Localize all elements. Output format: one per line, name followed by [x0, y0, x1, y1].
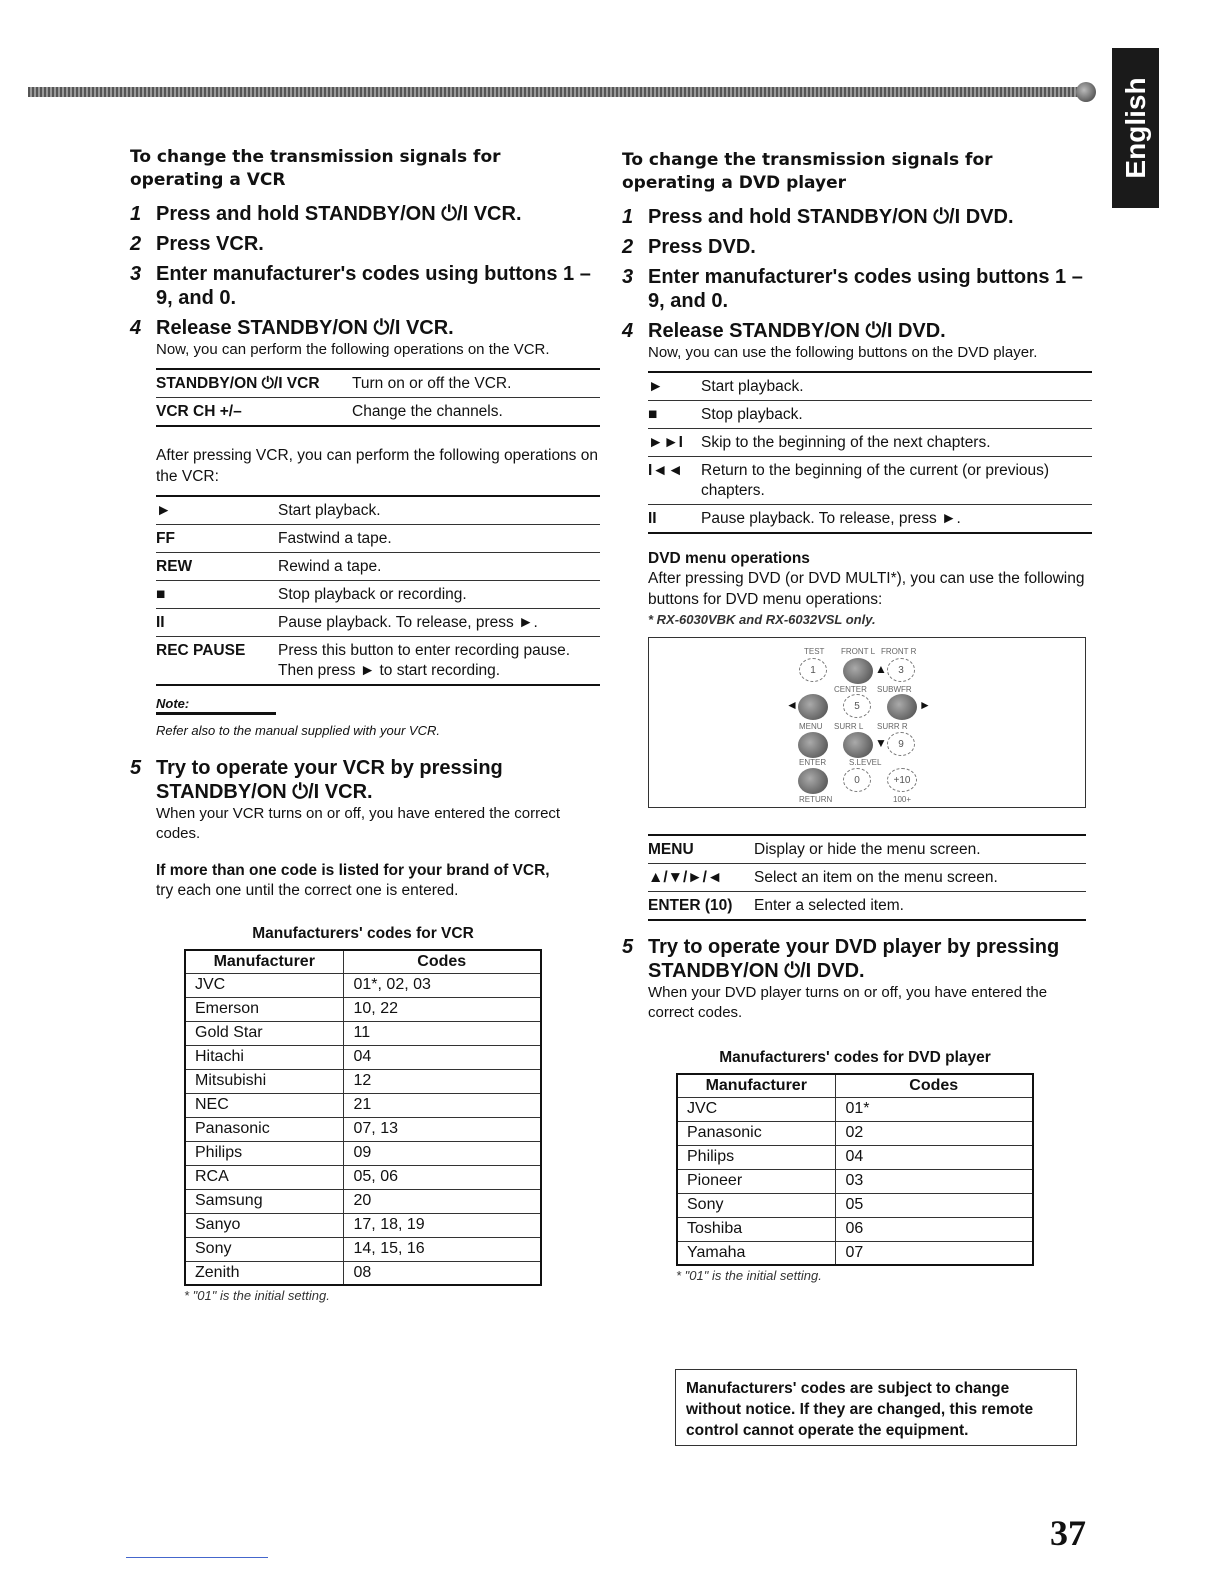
dvd-menu-heading: DVD menu operations — [648, 550, 810, 567]
remote-control-illustration — [648, 637, 1086, 808]
remote-label-front-l: FRONT L — [841, 647, 876, 656]
remote-label-surr-r: SURR R — [877, 722, 908, 731]
vcr-step-5: 5 Try to operate your VCR by pressing STANDBY/ON ⏻/I VCR. — [130, 757, 503, 803]
vcr-section — [130, 146, 600, 1303]
table-row: Sony 14, 15, 16 — [185, 1237, 541, 1261]
dvd-step-5-desc: When your DVD player turns on or off, you have entered the correct codes. — [648, 984, 1048, 1021]
remote-button-5: 5 — [843, 694, 871, 718]
dvd-menu-models-note: * RX-6030VBK and RX-6032VSL only. — [648, 612, 876, 627]
left-arrow-icon: ◄ — [786, 698, 798, 712]
remote-button-surr-l — [843, 732, 873, 758]
dvd-step-4-desc: Now, you can use the following buttons on the DVD player. — [648, 344, 1038, 361]
remote-label-return: RETURN — [799, 795, 833, 804]
remote-label-s-level: S.LEVEL — [849, 758, 882, 767]
language-tab-label: English — [1119, 77, 1151, 179]
right-arrow-icon: ► — [919, 698, 931, 712]
table-row: ■ Stop playback. — [648, 401, 1092, 429]
remote-button-3: 3 — [887, 658, 915, 682]
table-row: Zenith 08 — [185, 1261, 541, 1285]
table-row: ▲/▼/►/◄ Select an item on the menu screen. — [648, 864, 1086, 892]
table-row: RCA 05, 06 — [185, 1165, 541, 1189]
remote-label-enter: ENTER — [799, 758, 827, 767]
remote-label-test: TEST — [804, 647, 825, 656]
remote-button-front-l — [843, 658, 873, 684]
page-number: 37 — [1050, 1513, 1086, 1553]
down-arrow-icon: ▼ — [875, 736, 887, 750]
vcr-heading: To change the transmission signals for operating a VCR — [130, 147, 501, 190]
vcr-step-4: 4 Release STANDBY/ON ⏻/I VCR. — [130, 317, 454, 339]
remote-label-100-plus: 100+ — [893, 795, 912, 804]
dvd-step-5: 5 Try to operate your DVD player by pressing STANDBY/ON ⏻/I DVD. — [622, 936, 1060, 982]
remote-label-front-r: FRONT R — [881, 647, 917, 656]
table-row: Panasonic 07, 13 — [185, 1117, 541, 1141]
table-row: I◄◄ Return to the beginning of the current (or previous) chapters. — [648, 457, 1092, 505]
table-row: ►►I Skip to the beginning of the next chapters. — [648, 429, 1092, 457]
note-underline — [156, 712, 276, 715]
table-row: FF Fastwind a tape. — [156, 525, 600, 553]
dvd-heading: To change the transmission signals for operating a DVD player — [622, 150, 993, 193]
vcr-steps — [130, 202, 600, 360]
table-row: STANDBY/ON ⏻/I VCR Turn on or off the VCR. — [156, 369, 600, 398]
table-row: Yamaha 07 — [677, 1241, 1033, 1265]
dvd-step-4: 4 Release STANDBY/ON ⏻/I DVD. — [622, 320, 946, 342]
language-tab — [1112, 48, 1159, 208]
dvd-menu-operations — [648, 550, 1092, 627]
header-dotted-rule — [28, 87, 1088, 97]
dvd-ops-table-1 — [648, 371, 1092, 534]
vcr-codes-table — [184, 949, 542, 1286]
vcr-step-3: 3 Enter manufacturer's codes using buttons 1 – 9, and 0. — [130, 263, 591, 309]
table-row: VCR CH +/– Change the channels. — [156, 398, 600, 427]
dvd-codes-table — [676, 1073, 1034, 1266]
remote-button-plus10: +10 — [887, 768, 917, 792]
remote-button-menu — [798, 694, 828, 720]
bottom-rule — [126, 1557, 268, 1558]
table-row: Toshiba 06 — [677, 1217, 1033, 1241]
table-row: Sony 05 — [677, 1193, 1033, 1217]
remote-button-0: 0 — [843, 768, 871, 792]
vcr-after-pressing: After pressing VCR, you can perform the following operations on the VCR: — [156, 447, 598, 485]
dvd-step-1: 1 Press and hold STANDBY/ON ⏻/I DVD. — [622, 206, 1014, 228]
table-row: II Pause playback. To release, press ►. — [648, 505, 1092, 534]
remote-button-return — [798, 768, 828, 794]
header-rule-end-dot — [1076, 82, 1096, 102]
vcr-step-4-desc: Now, you can perform the following operations on the VCR. — [156, 341, 550, 358]
table-row: Pioneer 03 — [677, 1169, 1033, 1193]
vcr-codes-title: Manufacturers' codes for VCR — [252, 925, 474, 942]
vcr-ops-table-2 — [156, 495, 600, 686]
table-row: JVC 01*, 02, 03 — [185, 973, 541, 997]
vcr-footnote: * "01" is the initial setting. — [184, 1288, 330, 1303]
remote-button-1: 1 — [799, 658, 827, 682]
table-row: Philips 09 — [185, 1141, 541, 1165]
vcr-ops-table-1 — [156, 368, 600, 427]
remote-label-menu: MENU — [799, 722, 823, 731]
remote-button-enter — [798, 732, 828, 758]
dvd-step-3: 3 Enter manufacturer's codes using buttons 1 – 9, and 0. — [622, 266, 1083, 312]
dvd-footnote: * "01" is the initial setting. — [676, 1268, 822, 1283]
table-row: Gold Star 11 — [185, 1021, 541, 1045]
dvd-section — [622, 149, 1092, 1283]
table-row: Mitsubishi 12 — [185, 1069, 541, 1093]
table-row: ► Start playback. — [156, 496, 600, 525]
table-row: ENTER (10) Enter a selected item. — [648, 892, 1086, 921]
table-header-row: Manufacturer Codes — [677, 1074, 1033, 1097]
vcr-step-1: 1 Press and hold STANDBY/ON ⏻/I VCR. — [130, 203, 522, 225]
table-row: REC PAUSE Press this button to enter recording pause. Then press ► to start recording. — [156, 637, 600, 686]
remote-button-9: 9 — [887, 732, 915, 756]
table-row: II Pause playback. To release, press ►. — [156, 609, 600, 637]
table-row: Panasonic 02 — [677, 1121, 1033, 1145]
table-header-row: Manufacturer Codes — [185, 950, 541, 973]
remote-label-center: CENTER — [834, 685, 867, 694]
table-row: Emerson 10, 22 — [185, 997, 541, 1021]
dvd-menu-desc: After pressing DVD (or DVD MULTI*), you can use the following buttons for DVD menu operations: — [648, 570, 1085, 608]
dvd-codes-title: Manufacturers' codes for DVD player — [719, 1049, 991, 1066]
dvd-step-2: 2 Press DVD. — [622, 236, 756, 258]
table-row: ► Start playback. — [648, 372, 1092, 401]
remote-button-subwfr — [887, 694, 917, 720]
vcr-step-2: 2 Press VCR. — [130, 233, 264, 255]
table-row: Samsung 20 — [185, 1189, 541, 1213]
table-row: REW Rewind a tape. — [156, 553, 600, 581]
vcr-multiple-codes-note: If more than one code is listed for your brand of VCR, try each one until the correct one is entered. — [156, 862, 550, 899]
remote-label-surr-l: SURR L — [834, 722, 864, 731]
vcr-note: Note: Refer also to the manual supplied with your VCR. — [156, 696, 440, 738]
table-row: Sanyo 17, 18, 19 — [185, 1213, 541, 1237]
remote-label-subwfr: SUBWFR — [877, 685, 912, 694]
dvd-steps — [622, 205, 1092, 363]
table-row: Philips 04 — [677, 1145, 1033, 1169]
up-arrow-icon: ▲ — [875, 662, 887, 676]
table-row: Hitachi 04 — [185, 1045, 541, 1069]
vcr-step-5-desc: When your VCR turns on or off, you have entered the correct codes. — [156, 805, 561, 842]
table-row: JVC 01* — [677, 1097, 1033, 1121]
table-row: MENU Display or hide the menu screen. — [648, 835, 1086, 864]
table-row: ■ Stop playback or recording. — [156, 581, 600, 609]
table-row: NEC 21 — [185, 1093, 541, 1117]
codes-change-notice: Manufacturers' codes are subject to change without notice. If they are changed, this remote control cannot operate the equipment. — [675, 1369, 1077, 1446]
dvd-menu-ops-table — [648, 834, 1086, 921]
